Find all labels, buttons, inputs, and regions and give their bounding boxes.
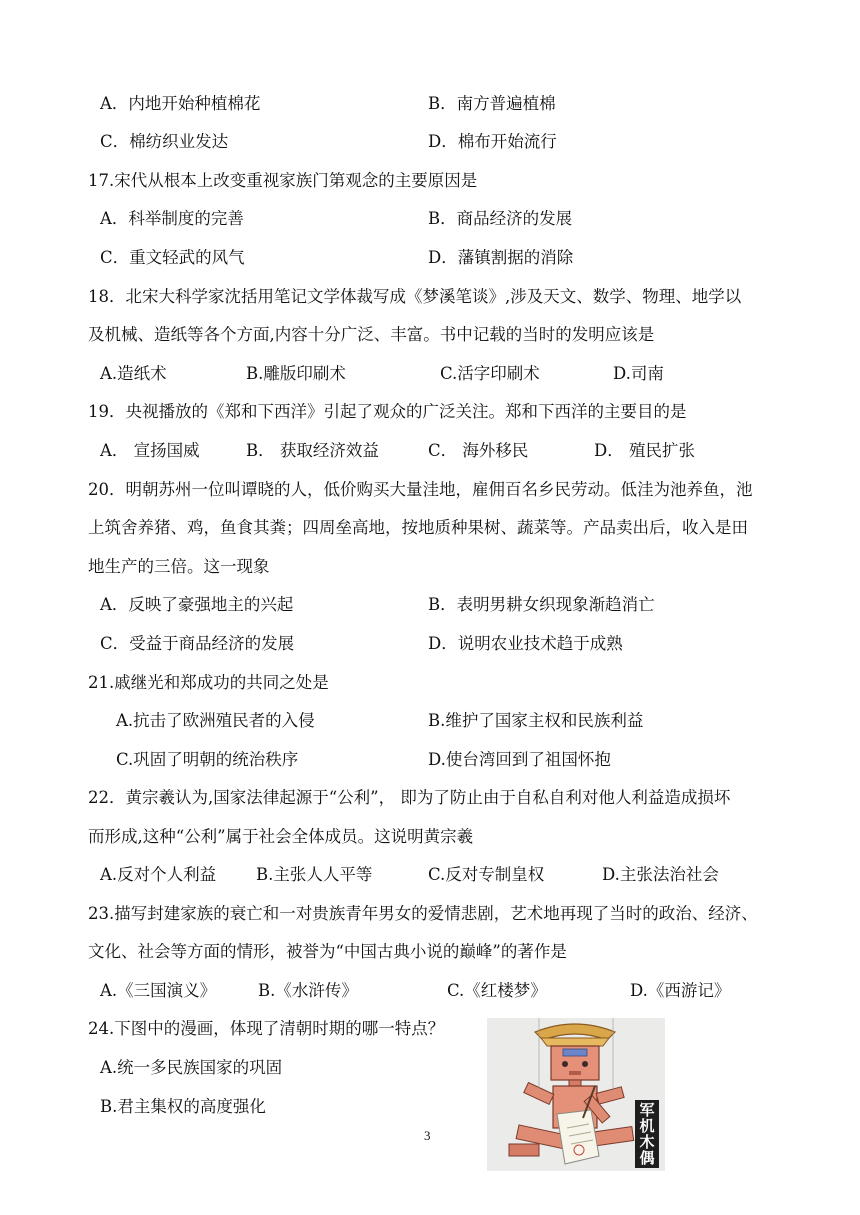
q21-stem: 21.戚继光和郑成功的共同之处是 <box>88 673 329 692</box>
q17-option-b: B．商品经济的发展 <box>428 209 573 228</box>
q22-option-b: B.主张人人平等 <box>256 865 373 884</box>
q23-stem-line-1: 23.描写封建家族的衰亡和一对贵族青年男女的爱情悲剧，艺术地再现了当时的政治、经济、 <box>88 904 758 923</box>
q16-option-a: A．内地开始种植棉花 <box>100 94 261 113</box>
q22-option-d: D.主张法治社会 <box>602 865 719 884</box>
q18-stem-line-1: 18．北宋大科学家沈括用笔记文学体裁写成《梦溪笔谈》,涉及天文、数学、物理、地学以 <box>88 287 742 306</box>
q20-option-a: A．反映了豪强地主的兴起 <box>100 595 294 614</box>
q20-option-d: D．说明农业技术趋于成熟 <box>428 634 623 653</box>
q18-stem-line-2: 及机械、造纸等各个方面,内容十分广泛、丰富。书中记载的当时的发明应该是 <box>88 325 655 344</box>
q18-option-a: A.造纸术 <box>100 364 167 383</box>
q19-option-c: C． 海外移民 <box>428 441 529 460</box>
q16-option-d: D．棉布开始流行 <box>428 132 557 151</box>
q18-option-b: B.雕版印刷术 <box>246 364 346 383</box>
q21-option-b: B.维护了国家主权和民族利益 <box>428 711 644 730</box>
q23-option-d: D.《西游记》 <box>630 981 731 1000</box>
q21-option-a: A.抗击了欧洲殖民者的入侵 <box>116 711 315 730</box>
q18-option-c: C.活字印刷术 <box>440 364 540 383</box>
page-number: 3 <box>424 1128 431 1143</box>
q23-option-c: C.《红楼梦》 <box>447 981 547 1000</box>
q20-stem-line-2: 上筑舍养猪、鸡，鱼食其粪；四周垒高地，按地质种果树、蔬菜等。产品卖出后，收入是田 <box>88 518 748 537</box>
q24-stem: 24.下图中的漫画，体现了清朝时期的哪一特点？ <box>88 1019 445 1038</box>
q19-stem: 19．央视播放的《郑和下西洋》引起了观众的广泛关注。郑和下西洋的主要目的是 <box>88 402 687 421</box>
q21-option-d: D.使台湾回到了祖国怀抱 <box>428 750 611 769</box>
q19-option-d: D． 殖民扩张 <box>594 441 695 460</box>
q24-option-a: A.统一多民族国家的巩固 <box>100 1058 283 1077</box>
q18-option-d: D.司南 <box>613 364 664 383</box>
q22-stem-line-1: 22．黄宗羲认为,国家法律起源于“公利”， 即为了防止由于自私自利对他人利益造成损坏 <box>88 788 731 807</box>
q20-stem-line-3: 地生产的三倍。这一现象 <box>88 557 270 576</box>
q20-option-c: C．受益于商品经济的发展 <box>100 634 295 653</box>
q17-option-d: D．藩镇割据的消除 <box>428 248 574 267</box>
q24-option-b: B.君主集权的高度强化 <box>100 1097 266 1116</box>
q16-option-b: B．南方普遍植棉 <box>428 94 556 113</box>
q22-option-a: A.反对个人利益 <box>100 865 217 884</box>
q16-option-c: C．棉纺织业发达 <box>100 132 229 151</box>
q23-option-a: A.《三国演义》 <box>100 981 217 1000</box>
q22-option-c: C.反对专制皇权 <box>428 865 545 884</box>
q20-option-b: B．表明男耕女织现象渐趋消亡 <box>428 595 655 614</box>
q17-option-a: A．科举制度的完善 <box>100 209 244 228</box>
q22-stem-line-2: 而形成,这种“公利”属于社会全体成员。这说明黄宗羲 <box>88 827 474 846</box>
q23-stem-line-2: 文化、社会等方面的情形，被誉为“中国古典小说的巅峰”的著作是 <box>88 942 567 961</box>
q21-option-c: C.巩固了明朝的统治秩序 <box>116 750 299 769</box>
cartoon-caption: 军机木偶 <box>639 1101 655 1167</box>
q20-stem-line-1: 20．明朝苏州一位叫谭晓的人，低价购买大量洼地，雇佣百名乡民劳动。低洼为池养鱼，池 <box>88 480 753 499</box>
q19-option-a: A． 宣扬国威 <box>100 441 200 460</box>
q17-option-c: C．重文轻武的风气 <box>100 248 245 267</box>
q23-option-b: B.《水浒传》 <box>258 981 358 1000</box>
puppet-cartoon-image <box>487 1018 665 1171</box>
q19-option-b: B． 获取经济效益 <box>246 441 379 460</box>
q17-stem: 17.宋代从根本上改变重视家族门第观念的主要原因是 <box>88 171 478 190</box>
